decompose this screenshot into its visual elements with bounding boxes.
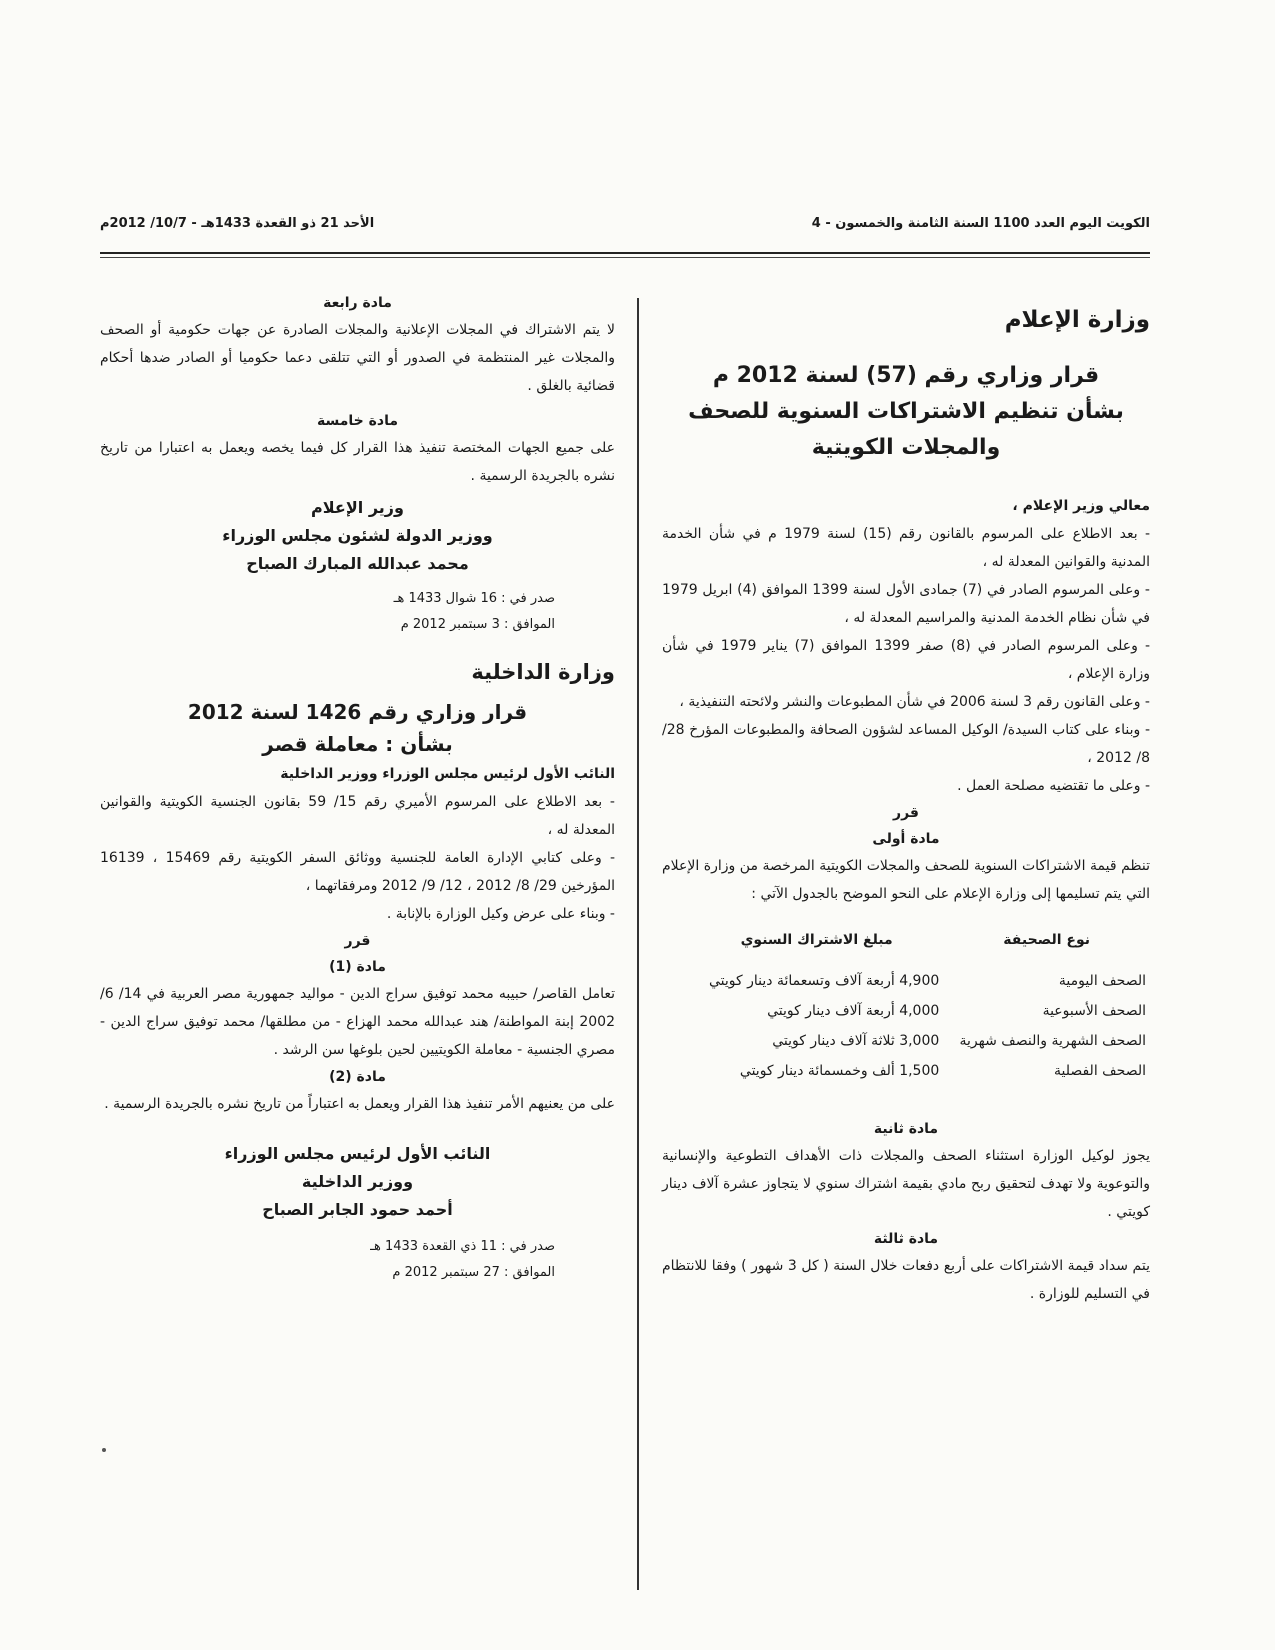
scan-speck: [102, 1448, 106, 1452]
table-row: [690, 1026, 1150, 1056]
article-text: تنظم قيمة الاشتراكات السنوية للصحف والمجلات الكويتية المرخصة من وزارة الإعلام التي يتم تسليمها إلى وزارة الإعلام على النحو الموضح بالجدول الآتي :: [662, 858, 1150, 902]
table-header-row: [690, 922, 1150, 966]
article-heading: مادة ثانية: [873, 1121, 939, 1137]
issue-date: صدر في : 16 شوال 1433 هـ: [393, 591, 555, 606]
table-row: [690, 966, 1150, 996]
corresponding-date: الموافق : 27 سبتمبر 2012 م: [392, 1265, 555, 1280]
decree-title: قرار وزاري رقم (57) لسنة 2012 م: [712, 363, 1100, 388]
table-cell: الصحف الشهرية والنصف شهرية: [959, 1033, 1146, 1049]
preamble-item: - بعد الاطلاع على المرسوم بالقانون رقم (15) لسنة 1979 م في شأن الخدمة المدنية والقوانين المعدلة له ،: [662, 526, 1150, 570]
signature-name: محمد عبدالله المبارك الصباح: [246, 554, 469, 573]
ministry-title: وزارة الإعلام: [1004, 307, 1150, 333]
article-text: تعامل القاصر/ حبيبه محمد توفيق سراج الدين - مواليد جمهورية مصر العربية في 14/ 6/ 2002 إبنة المواطنة/ هند عبدالله محمد الهزاع - من مطلقها/ محمد توفيق سراج الدين - مصري الجنسية - معاملة الكويتيين لحين بلوغها سن الرشد .: [100, 986, 615, 1058]
article-heading: مادة خامسة: [317, 413, 398, 429]
column-header: مبلغ الاشتراك السنوي: [740, 932, 893, 948]
preamble-item: - وبناء على كتاب السيدة/ الوكيل المساعد لشؤون الصحافة والمطبوعات المؤرخ 28/ 8/ 2012 ،: [662, 722, 1150, 766]
preamble-item: - وعلى المرسوم الصادر في (7) جمادى الأول لسنة 1399 الموافق (4) ابريل 1979 في شأن نظام الخدمة المدنية والمراسيم المعدلة له ،: [662, 582, 1150, 626]
decree-subject-2: والمجلات الكويتية: [811, 435, 1001, 460]
table-cell: 1,500 ألف وخمسمائة دينار كويتي: [739, 1063, 940, 1079]
left-column: [100, 290, 615, 1286]
article-heading: مادة ثالثة: [873, 1231, 939, 1247]
table-cell: الصحف اليومية: [1058, 973, 1146, 989]
header-issue-info: الكويت اليوم العدد 1100 السنة الثامنة والخمسون - 4: [811, 216, 1150, 231]
issue-date: صدر في : 11 ذي القعدة 1433 هـ: [370, 1239, 555, 1254]
table-cell: 4,900 أربعة آلاف وتسعمائة دينار كويتي: [709, 973, 940, 989]
article-text: يتم سداد قيمة الاشتراكات على أربع دفعات خلال السنة ( كل 3 شهور ) وفقا للانتظام في التسليم للوزارة .: [662, 1258, 1150, 1302]
article-text: على جميع الجهات المختصة تنفيذ هذا القرار كل فيما يخصه ويعمل به اعتبارا من تاريخ نشره بالجريدة الرسمية .: [100, 440, 615, 484]
table-cell: 3,000 ثلاثة آلاف دينار كويتي: [772, 1033, 940, 1049]
table-cell: 4,000 أربعة آلاف دينار كويتي: [767, 1003, 940, 1019]
corresponding-date: الموافق : 3 سبتمبر 2012 م: [400, 617, 555, 632]
signature-title: ووزير الداخلية: [301, 1172, 414, 1191]
article-heading: مادة أولى: [872, 831, 940, 847]
addressee: معالي وزير الإعلام ،: [1012, 498, 1150, 514]
preamble-item: - بعد الاطلاع على المرسوم الأميري رقم 15/ 59 بقانون الجنسية الكويتية والقوانين المعدلة له ،: [100, 794, 615, 838]
decree-subject: بشأن : معاملة قصر: [262, 732, 453, 756]
signature-title: وزير الإعلام: [311, 498, 404, 517]
header-rule-thin: [100, 257, 1150, 258]
subscription-table: [690, 922, 1150, 1086]
issuing-authority: النائب الأول لرئيس مجلس الوزراء ووزير الداخلية: [280, 766, 615, 782]
table-row: [690, 996, 1150, 1026]
column-header: نوع الصحيفة: [1003, 932, 1090, 948]
signature-title: النائب الأول لرئيس مجلس الوزراء: [224, 1144, 491, 1163]
decree-title: قرار وزاري رقم 1426 لسنة 2012: [187, 700, 528, 724]
decides-heading: قرر: [344, 933, 371, 949]
table-cell: الصحف الأسبوعية: [1042, 1003, 1146, 1019]
preamble-item: - وعلى المرسوم الصادر في (8) صفر 1399 الموافق (7) يناير 1979 في شأن وزارة الإعلام ،: [662, 638, 1150, 682]
table-cell: الصحف الفصلية: [1053, 1063, 1146, 1079]
article-heading: مادة (2): [329, 1069, 386, 1085]
preamble-item: - وعلى ما تقتضيه مصلحة العمل .: [957, 778, 1150, 794]
article-text: على من يعنيهم الأمر تنفيذ هذا القرار ويعمل به اعتباراً من تاريخ نشره بالجريدة الرسمية .: [104, 1096, 615, 1112]
decree-subject: بشأن تنظيم الاشتراكات السنوية للصحف: [688, 399, 1124, 424]
decides-heading: قرر: [893, 805, 919, 821]
table-row: [690, 1056, 1150, 1086]
preamble-item: - وبناء على عرض وكيل الوزارة بالإنابة .: [386, 906, 615, 922]
article-text: يجوز لوكيل الوزارة استثناء الصحف والمجلات ذات الأهداف التطوعية والإنسانية والتوعوية ولا تهدف لتحقيق ربح مادي بقيمة اشتراك سنوي لا يتجاوز عشرة آلاف دينار كويتي .: [662, 1148, 1150, 1220]
preamble-item: - وعلى القانون رقم 3 لسنة 2006 في شأن المطبوعات والنشر ولائحته التنفيذية ،: [679, 694, 1150, 710]
ministry-title: وزارة الداخلية: [471, 660, 615, 684]
header-rule: [100, 252, 1150, 254]
preamble-item: - وعلى كتابي الإدارة العامة للجنسية ووثائق السفر الكويتية رقم 15469 ، 16139 المؤرخين 29/ 8/ 2012 ، 12/ 9/ 2012 ومرفقاتهما ،: [100, 850, 616, 894]
article-text: لا يتم الاشتراك في المجلات الإعلانية والمجلات الصادرة عن جهات حكومية أو الصحف والمجلات غير المنتظمة في الصدور أو التي تتلقى دعما حكوميا أو الصادر ضدها أحكام قضائية بالغلق .: [100, 322, 615, 394]
right-column: [662, 300, 1150, 1308]
page-header: [100, 214, 1150, 236]
signature-name: أحمد حمود الجابر الصباح: [262, 1200, 453, 1219]
signature-title: ووزير الدولة لشئون مجلس الوزراء: [222, 526, 493, 545]
article-heading: مادة رابعة: [323, 295, 392, 311]
article-heading: مادة (1): [329, 959, 386, 975]
header-date: الأحد 21 ذو القعدة 1433هـ - 10/7/ 2012م: [100, 216, 375, 231]
column-divider: [637, 298, 639, 1590]
